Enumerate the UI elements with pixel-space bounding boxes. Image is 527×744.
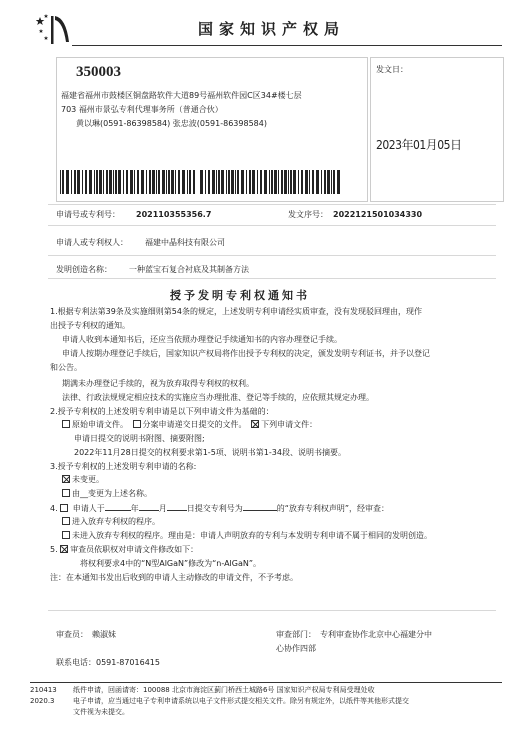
following-documents-checkbox[interactable] [251,420,259,428]
examiner-amendment-label: 审查员依职权对申请文件修改如下： [70,545,199,554]
following-documents-label: 下列申请文件： [261,420,318,429]
department-line-1: 专利审查协作北京中心福建分中 [320,630,432,639]
item-2-detail-1: 申请日提交的说明书附图、摘要附图; [74,434,205,443]
address-line-1: 福建省福州市鼓楼区铜盘路软件大道89号福州软件园C区34#楼七层 [61,91,302,100]
para-1a: 1.根据专利法第39条及实施细则第54条的规定，上述发明专利申请经实质审查，没有发现驳回理由，现作 [50,307,422,316]
invention-title: 一种蓝宝石复合衬底及其制备方法 [129,265,249,274]
item-3: 3.授予专利权的上述发明专利申请的名称: [50,462,197,471]
phone-number: 0591-87016415 [96,658,160,667]
item-4-text: 申请人于 [72,504,105,513]
item-5 [50,544,198,555]
item-2-detail-2: 2022年11月28日提交的权利要求第1-5项、说明书第1-34段、说明书摘要。 [74,448,346,457]
barcode-1 [60,170,195,194]
enter-waiver-label: 进入放弃专利权的程序。 [72,517,160,526]
office-name: 国家知识产权局 [198,20,346,38]
footnote-line-2: 电子申请，应当通过电子专利申请系统以电子文件形式提交相关文件。除另有规定外，以纸件等其他形式提交 [73,697,409,705]
patent-number-blank [243,502,277,511]
divider [48,204,496,205]
name-changed-label: 由__变更为上述名称。 [72,489,152,498]
item-4-number: 4. [50,504,58,513]
dispatch-box [370,57,504,202]
item-2-options [62,419,317,430]
cnipa-logo [36,12,72,46]
original-documents-label: 原始申请文件。 [72,420,128,429]
item-4-option-2 [62,530,432,541]
item-5-number: 5. [50,545,58,554]
para-3b: 和公告。 [50,363,82,372]
applicant-name: 福建中晶科技有限公司 [145,238,225,247]
notice-title: 授予发明专利权通知书 [170,289,310,302]
para-3a: 申请人按期办理登记手续后，国家知识产权局将作出授予专利权的决定，颁发发明专利证书，并予以登记 [62,349,430,358]
item-4-statement: 的“放弃专利权声明”，经审查： [276,504,390,513]
form-code-1: 210413 [30,686,57,694]
not-enter-waiver-label: 未进入放弃专利权的程序。理由是：申请人声明放弃的专利与本发明专利申请不属于相同的发明创造。 [72,531,432,540]
application-number: 202110355356.7 [136,210,212,219]
item-4 [50,502,389,514]
department-line-2: 心协作四部 [276,644,316,653]
application-number-label: 申请号或专利号： [56,210,120,219]
not-enter-waiver-checkbox[interactable] [62,531,70,539]
item-3-option-1 [62,474,104,485]
para-2: 申请人收到本通知书后，还应当依照办理登记手续通知书的内容办理登记手续。 [62,335,342,344]
footnote-line-3: 文件视为未提交。 [73,708,129,716]
divider [48,225,496,226]
serial-number: 2022121501034330 [333,210,423,219]
header-rule [72,45,502,46]
item-4-month: 月 [158,504,167,513]
barcode-2 [200,170,340,194]
department-label: 审查部门： [276,630,316,639]
examiner-label: 审查员： [56,630,88,639]
contact-line: 黄以琳(0591-86398584) 张忠波(0591-86398584) [76,119,267,128]
item-4-day: 日提交专利号为 [186,504,243,513]
dispatch-date: 2023年01月05日 [376,138,462,152]
enter-waiver-checkbox[interactable] [62,517,70,525]
year-blank [105,502,131,511]
original-documents-checkbox[interactable] [62,420,70,428]
examiner-amendment-checkbox[interactable] [60,545,68,553]
item-4-year: 年 [130,504,139,513]
day-blank [167,502,187,511]
applicant-label: 申请人或专利权人： [56,238,128,247]
postcode: 350003 [76,64,121,80]
divider [48,255,496,256]
note: 注：在本通知书发出后收到的申请人主动修改的申请文件，不予考虑。 [50,573,298,582]
serial-label: 发文序号： [288,210,328,219]
para-4: 期满未办理登记手续的，视为放弃取得专利权的权利。 [62,379,254,388]
divisional-documents-label: 分案申请递交日提交的文件。 [142,420,247,429]
address-line-2: 703 福州市景弘专利代理事务所（普通合伙） [61,105,223,114]
phone-label: 联系电话： [56,658,96,667]
waiver-checkbox[interactable] [60,504,68,512]
divisional-documents-checkbox[interactable] [133,420,141,428]
name-changed-checkbox[interactable] [62,489,70,497]
para-5: 法律、行政法规规定相应技术的实施应当办理批准、登记等手续的，应依照其规定办理。 [62,393,374,402]
month-blank [139,502,159,511]
footnote-line-1: 纸件申请，回函请寄：100088 北京市海淀区蓟门桥西土城路6号 国家知识产权局专利局受理处收 [73,686,375,694]
item-4-option-1 [62,516,160,527]
name-unchanged-checkbox[interactable] [62,475,70,483]
dispatch-label: 发文日： [376,65,408,74]
invention-title-label: 发明创造名称： [56,265,112,274]
divider [48,278,496,279]
item-2: 2.授予专利权的上述发明专利申请是以下列申请文件为基础的： [50,407,274,416]
form-code-2: 2020.3 [30,697,55,705]
footer-rule [30,682,502,683]
divider [48,610,496,611]
para-1b: 出授予专利权的通知。 [50,321,130,330]
item-3-option-2 [62,488,152,499]
item-5-detail: 将权利要求4中的“N型AlGaN”修改为“n-AlGaN”。 [80,559,261,568]
name-unchanged-label: 未变更。 [72,475,104,484]
examiner-name: 赖淑妹 [92,630,116,639]
